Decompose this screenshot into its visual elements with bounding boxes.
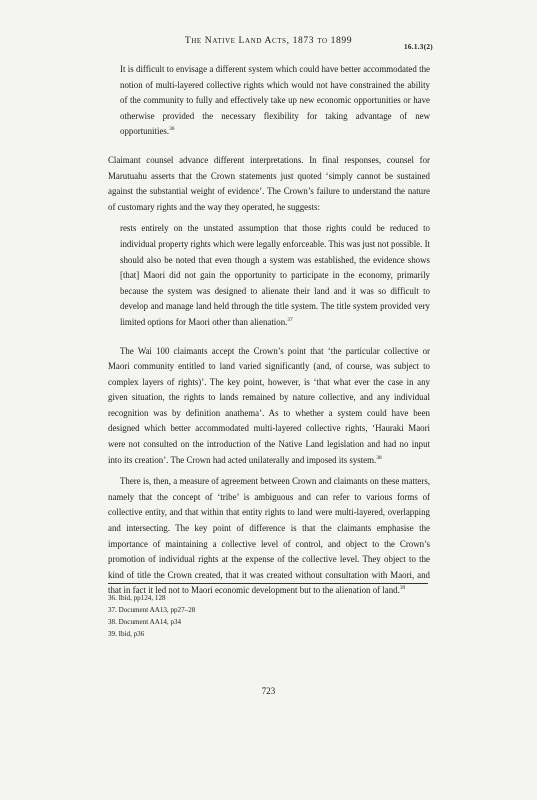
paragraph-text: The Wai 100 claimants accept the Crown’s point that ‘the particular collective or Maori community entitled to land varied significantly (and, of course, was subject to complex layers of rights)’. The key point, however, is ‘that what ever the case in any given situation, the rights to lands remained by nature collective, and any individual recognition was by definition anathema’. As to whether a system could have been designed which better accommodated multi-layered collective rights, ‘Hauraki Maori were not consulted on the introduction of the Native Land legislation and had no input into its creation’. The Crown had acted unilaterally and imposed its system.	[108, 345, 430, 465]
paragraph-text: There is, then, a measure of agreement between Crown and claimants on these matters, namely that the concept of ‘tribe’ is ambiguous and can refer to various forms of collective entity, and that within that entity rights to land were multi-layered, overlapping and intersecting. The key point of difference is that the claimants emphasise the importance of maintaining a collective level of control, and object to the Crown’s promotion of individual rights at the expense of the collective level. They object to the kind of title the Crown created, that it was created without consultation with Maori, and that in fact it led not to Maori economic development but to the alienation of land.	[108, 476, 430, 596]
footnote-divider	[108, 583, 428, 584]
page-number: 723	[261, 686, 276, 696]
footnote-marker: 38	[376, 454, 382, 461]
paragraph-text: Claimant counsel advance different interpretations. In final responses, counsel for Marutuahu asserts that the Crown statements just quoted ‘simply cannot be sustained against the substantial weight of evidence’. The Crown’s failure to understand the nature of customary rights and the way they operated, he suggests:	[108, 154, 430, 212]
footnote: 36. Ibid, pp124, 128	[108, 594, 166, 602]
footnote: 37. Document AA13, pp27–28	[108, 606, 196, 614]
paragraph	[108, 474, 430, 599]
paragraph	[108, 344, 430, 469]
paragraph	[108, 153, 430, 215]
body-text	[108, 62, 430, 599]
block-quote	[108, 221, 430, 330]
footnote-marker: 36	[169, 126, 175, 133]
footnote: 38. Document AA14, p34	[108, 618, 182, 626]
footnotes	[108, 592, 428, 640]
footnote-marker: 37	[287, 316, 293, 323]
block-quote	[108, 62, 430, 140]
running-title: The Native Land Acts, 1873 to 1899	[184, 35, 353, 46]
section-reference: 16.1.3(2)	[403, 43, 433, 51]
footnote: 39. Ibid, p36	[108, 630, 145, 638]
block-quote-text: rests entirely on the unstated assumption that those rights could be reduced to individual property rights which were legally enforceable. This was just not possible. It should also be noted that even though a system was established, the evidence shows [that] Maori did not gain the opportunity to participate in the economy, primarily because the system was designed to alienate their land and it was so difficult to develop and manage land held through the title system. The title system provided very limited options for Maori other than alienation.	[120, 223, 430, 327]
footnote-marker: 39	[399, 585, 406, 592]
block-quote-text: It is difficult to envisage a different system which could have better accommodated the notion of multi-layered collective rights which would not have constrained the ability of the community to fully and effectively take up new economic opportunities or have otherwise provided the necessary flexibility for taking advantage of new opportunities.	[120, 64, 430, 137]
